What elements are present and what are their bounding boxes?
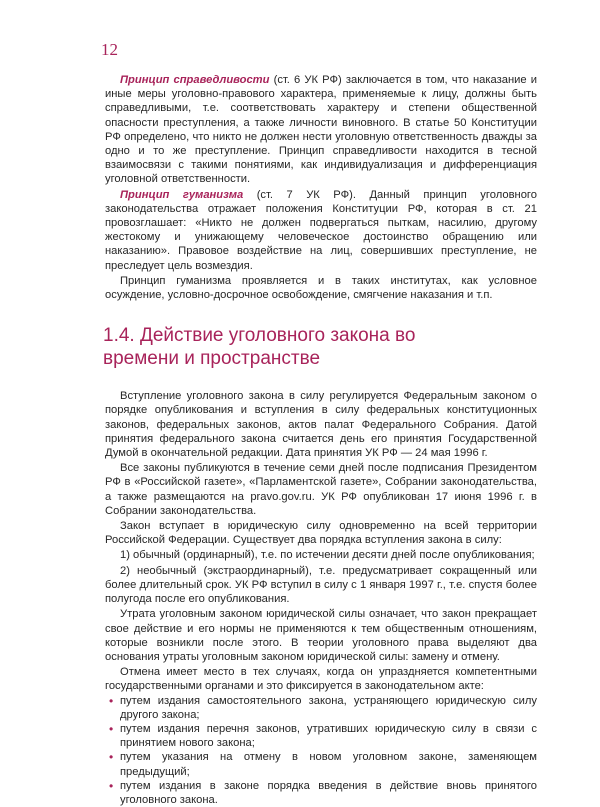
section-paragraph: Все законы публикуются в течение семи дней после подписания Президентом РФ в «Российской газете», «Парламентской газете», Собрании законодательства, а также размещаются на pravo.gov.ru. УК РФ опубликован 17 июня 1996 г. в Собрании законодательства. — [105, 462, 537, 517]
principle-humanism-term: Принцип гуманизма — [120, 188, 244, 201]
bullet-icon: • — [109, 693, 114, 708]
page-number: 12 — [101, 40, 118, 59]
section-paragraph: Утрата уголовным законом юридической силы означает, что закон прекращает свое действие и его нормы не применяются к тем общественным отношениям, которые возникли после этого. В теории уголовного права выделяют два основания утраты уголовным законом юридической силы: замену и отмену. — [105, 608, 537, 663]
principle-humanism-text: (ст. 7 УК РФ). Данный принцип уголовного законодательства отражает положения Конституции РФ, которая в ст. 21 провозглашает: «Никто не должен подвергаться пыткам, насилию, другому жестокому и унижающему человеческое достоинство обращению или наказанию». Правовое воздействие на лиц, совершивших преступление, не преследует цель возмездия. — [105, 188, 537, 272]
principle-justice-term: Принцип справедливости — [120, 74, 270, 86]
bullet-icon: • — [109, 778, 114, 793]
page-content — [105, 73, 537, 807]
list-item: • путем указания на отмену в новом уголовном законе, заменяющем предыдущий; — [109, 750, 537, 778]
humanism-followup-paragraph: Принцип гуманизма проявляется и в таких институтах, как условное осуждение, условно-досрочное освобождение, смягчение наказания и т.п. — [105, 274, 537, 302]
principle-justice-paragraph — [105, 73, 537, 187]
list-item: • путем издания перечня законов, утративших юридическую силу в связи с принятием нового закона; — [109, 721, 537, 750]
bullet-icon: • — [109, 750, 114, 765]
section-paragraph: Закон вступает в юридическую силу одновременно на всей территории Российской Федерации. Существует два порядка вступления закона в силу: — [105, 520, 537, 547]
principle-justice-text: (ст. 6 УК РФ) заключается в том, что наказание и иные меры уголовно-правового характера, применяемые к лицу, должны быть справедливыми, т.е. соответствовать характеру и степени общественной опасности преступления, а также личности виновного. В статье 50 Конституции РФ определено, что никто не должен нести уголовную ответственность дважды за одно и то же преступление. Принцип справедливости находится в тесной взаимосвязи с такими понятиями, как индивидуализация и дифференциация уголовной ответственности. — [105, 74, 537, 186]
section-paragraph: Вступление уголовного закона в силу регулируется Федеральным законом о порядке опубликования и вступления в силу федеральных конституционных законов, федеральных законов, актов палат Федерального Собрания. Датой принятия федерального закона считается день его принятия Государственной Думой в окончательной редакции. Дата принятия УК РФ — 24 мая 1996 г. — [105, 390, 537, 460]
list-item: • путем издания самостоятельного закона, устраняющего юридическую силу другого закона; — [109, 693, 537, 721]
section-paragraph: 1) обычный (ординарный), т.е. по истечении десяти дней после опубликования; — [120, 549, 535, 562]
section-paragraph: Отмена имеет место в тех случаях, когда он упраздняется компетентными государственными органами и это фиксируется в законодательном акте: — [105, 666, 537, 693]
principle-humanism-paragraph — [105, 188, 537, 273]
section-paragraph: 2) необычный (экстраординарный), т.е. предусматривает сокращенный или более длительный срок. УК РФ вступил в силу с 1 января 1997 г., т.е. спустя более полугода после его опубликования. — [105, 564, 537, 606]
section-body — [105, 389, 537, 807]
section-heading: 1.4. Действие уголовного закона во времени и пространстве — [103, 325, 416, 370]
repeal-methods-list — [105, 694, 537, 807]
bullet-icon: • — [109, 721, 114, 736]
list-item: • путем издания в законе порядка введения в действие вновь принятого уголовного закона. — [109, 778, 537, 806]
